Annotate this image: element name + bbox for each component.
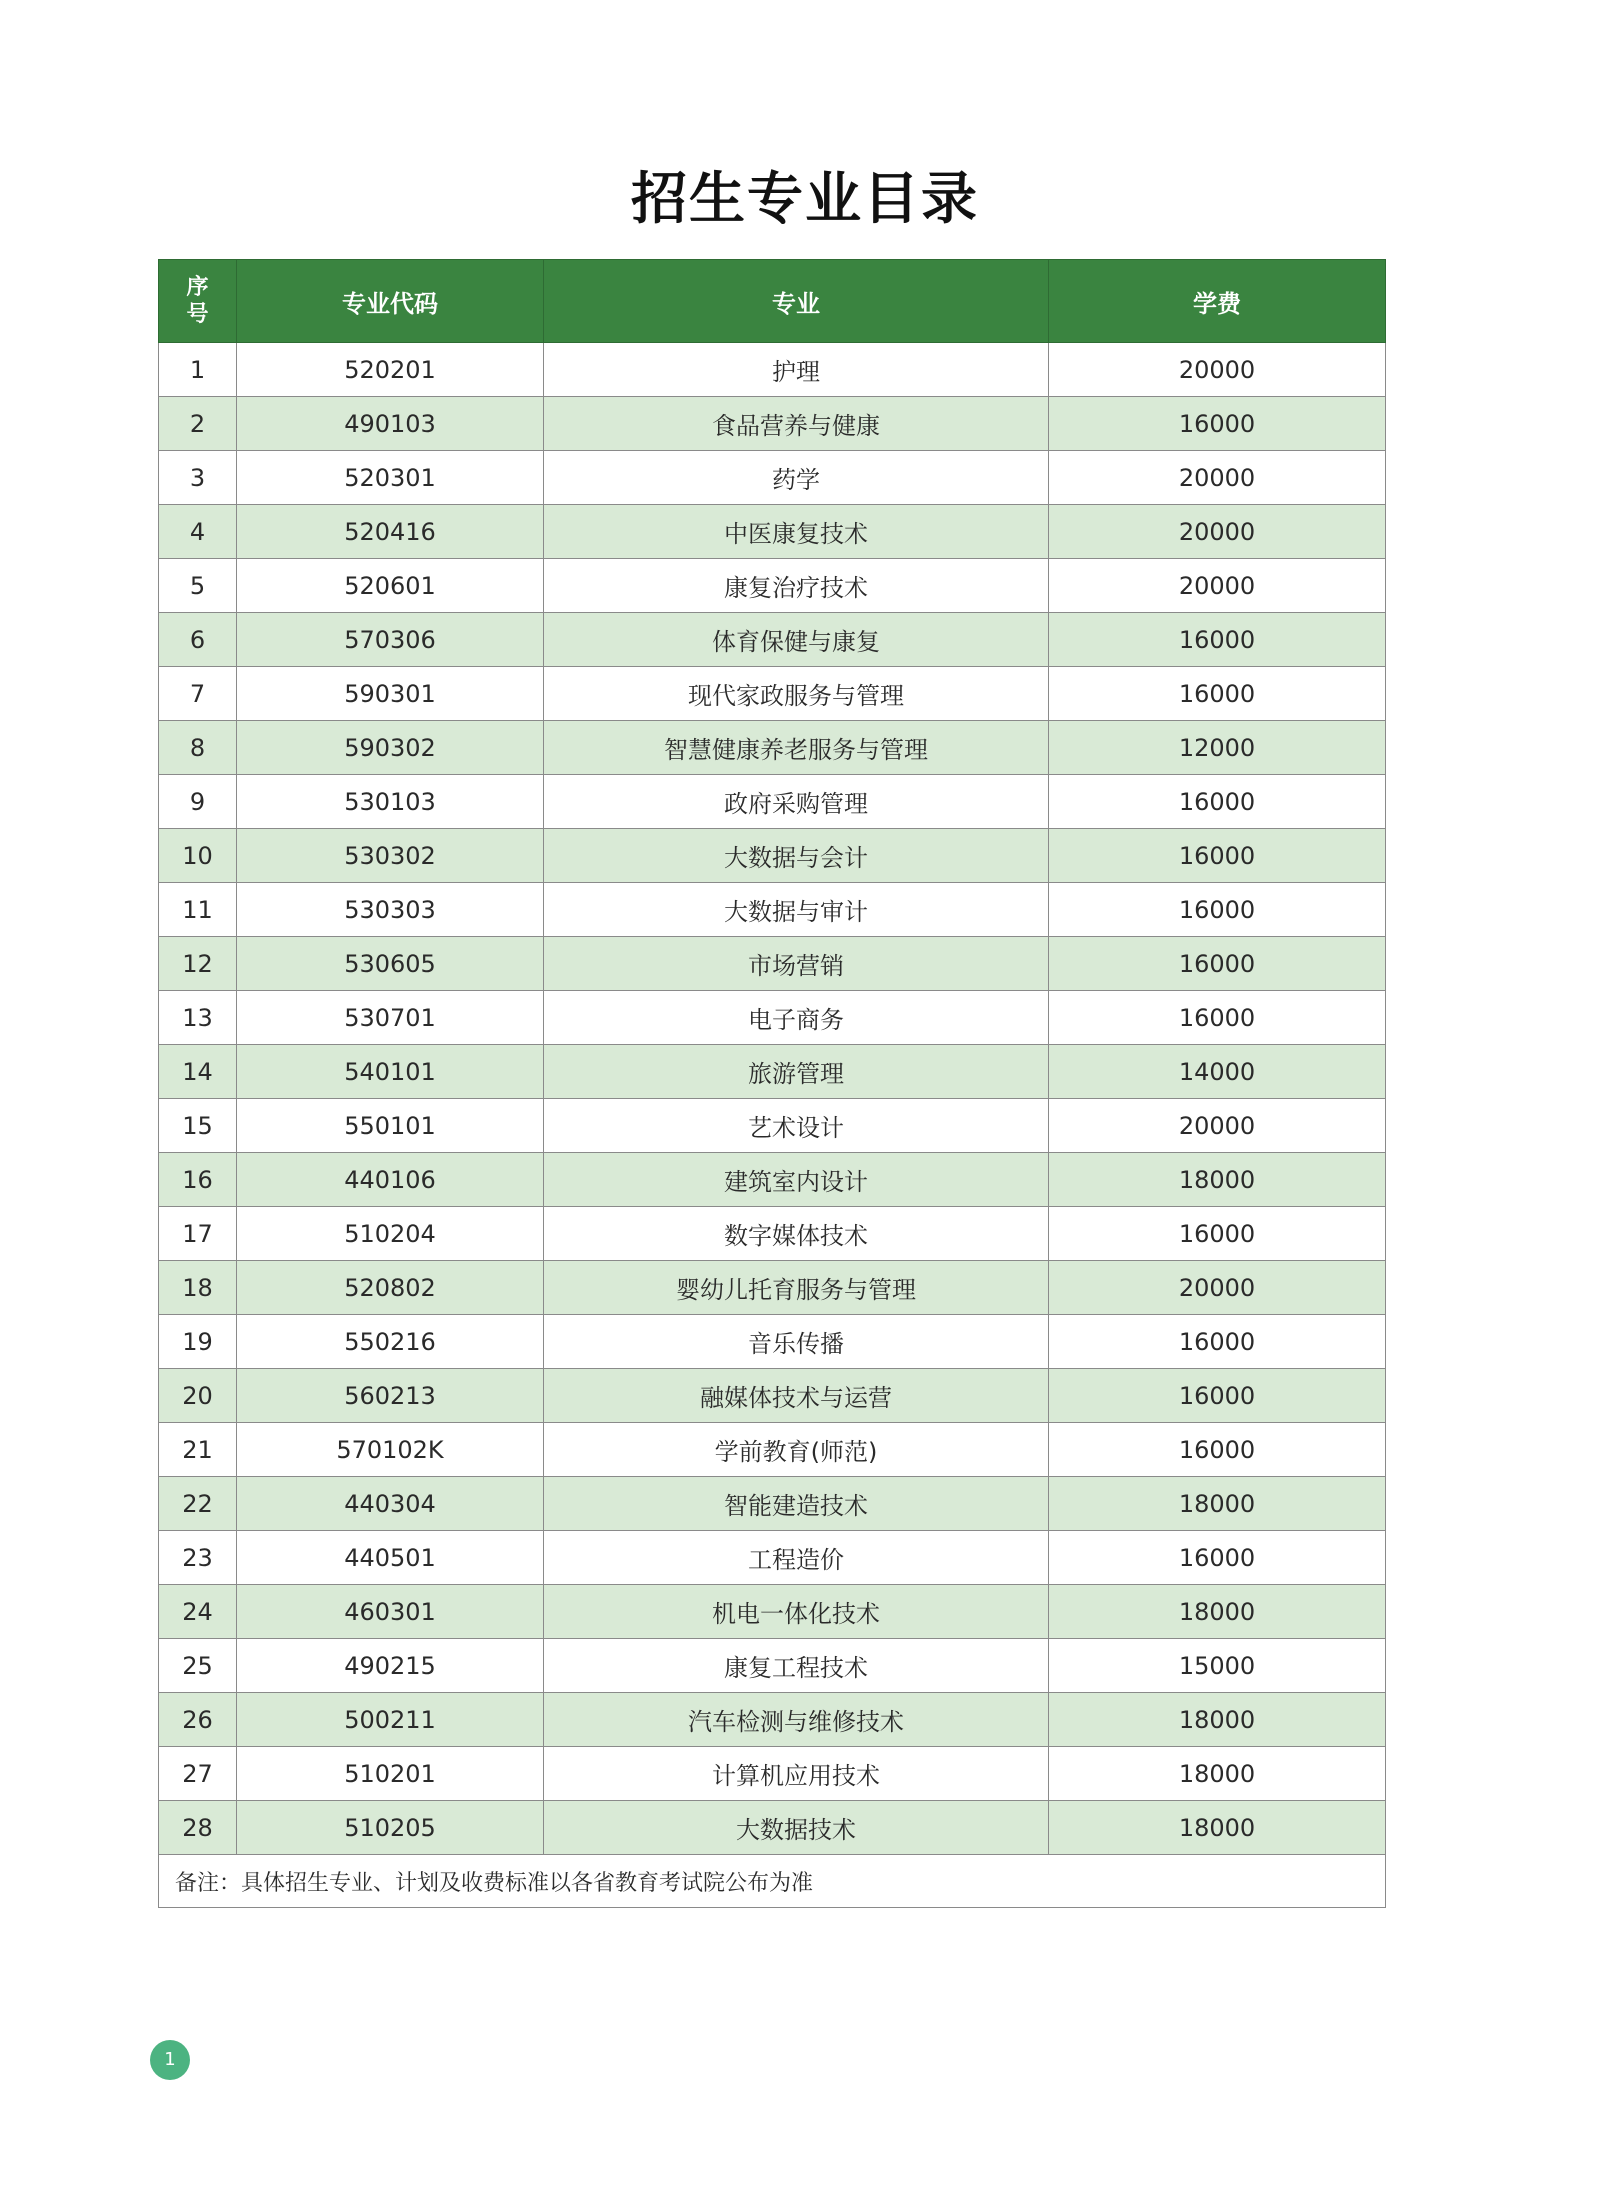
table-row (159, 613, 1386, 667)
table-row (159, 397, 1386, 451)
row-major-code: 520802 (237, 1261, 544, 1315)
row-major-name: 学前教育(师范) (544, 1423, 1049, 1477)
row-tuition: 20000 (1049, 1099, 1386, 1153)
row-serial-number: 17 (159, 1207, 237, 1261)
header-tuition: 学费 (1049, 260, 1386, 343)
row-tuition: 16000 (1049, 829, 1386, 883)
major-catalog-table (158, 259, 1386, 1908)
table-row (159, 1153, 1386, 1207)
row-serial-number: 19 (159, 1315, 237, 1369)
row-serial-number: 27 (159, 1747, 237, 1801)
table-note: 备注：具体招生专业、计划及收费标准以各省教育考试院公布为准 (159, 1855, 1386, 1908)
row-serial-number: 6 (159, 613, 237, 667)
row-tuition: 16000 (1049, 775, 1386, 829)
row-serial-number: 2 (159, 397, 237, 451)
row-serial-number: 10 (159, 829, 237, 883)
row-major-name: 中医康复技术 (544, 505, 1049, 559)
row-major-name: 护理 (544, 343, 1049, 397)
table-row (159, 829, 1386, 883)
table-row (159, 1207, 1386, 1261)
row-major-code: 590302 (237, 721, 544, 775)
row-major-code: 440304 (237, 1477, 544, 1531)
table-row (159, 721, 1386, 775)
table-row (159, 1693, 1386, 1747)
row-serial-number: 28 (159, 1801, 237, 1855)
header-major-code: 专业代码 (237, 260, 544, 343)
row-major-name: 数字媒体技术 (544, 1207, 1049, 1261)
table-row (159, 1477, 1386, 1531)
row-major-name: 建筑室内设计 (544, 1153, 1049, 1207)
row-tuition: 16000 (1049, 397, 1386, 451)
table-row (159, 505, 1386, 559)
table-row (159, 1801, 1386, 1855)
table-row (159, 937, 1386, 991)
row-major-name: 市场营销 (544, 937, 1049, 991)
row-serial-number: 4 (159, 505, 237, 559)
row-major-code: 460301 (237, 1585, 544, 1639)
row-serial-number: 15 (159, 1099, 237, 1153)
table-row (159, 1099, 1386, 1153)
header-serial-number-line1: 序 (186, 275, 209, 300)
row-serial-number: 7 (159, 667, 237, 721)
row-serial-number: 20 (159, 1369, 237, 1423)
row-serial-number: 1 (159, 343, 237, 397)
row-tuition: 16000 (1049, 667, 1386, 721)
row-major-code: 570306 (237, 613, 544, 667)
row-tuition: 16000 (1049, 991, 1386, 1045)
row-tuition: 18000 (1049, 1153, 1386, 1207)
row-major-code: 510204 (237, 1207, 544, 1261)
row-major-name: 现代家政服务与管理 (544, 667, 1049, 721)
table-body (159, 343, 1386, 1855)
row-major-name: 工程造价 (544, 1531, 1049, 1585)
row-major-name: 融媒体技术与运营 (544, 1369, 1049, 1423)
row-major-code: 530302 (237, 829, 544, 883)
row-major-name: 电子商务 (544, 991, 1049, 1045)
table-row (159, 343, 1386, 397)
row-major-name: 计算机应用技术 (544, 1747, 1049, 1801)
row-tuition: 18000 (1049, 1693, 1386, 1747)
row-tuition: 20000 (1049, 505, 1386, 559)
row-major-name: 智能建造技术 (544, 1477, 1049, 1531)
row-tuition: 20000 (1049, 1261, 1386, 1315)
row-major-code: 550216 (237, 1315, 544, 1369)
row-major-name: 音乐传播 (544, 1315, 1049, 1369)
row-major-name: 旅游管理 (544, 1045, 1049, 1099)
row-tuition: 20000 (1049, 343, 1386, 397)
row-major-code: 510205 (237, 1801, 544, 1855)
row-tuition: 16000 (1049, 1531, 1386, 1585)
row-major-code: 530701 (237, 991, 544, 1045)
header-major-name: 专业 (544, 260, 1049, 343)
row-major-code: 520301 (237, 451, 544, 505)
row-tuition: 16000 (1049, 1423, 1386, 1477)
row-tuition: 20000 (1049, 559, 1386, 613)
row-major-name: 体育保健与康复 (544, 613, 1049, 667)
table-row (159, 1423, 1386, 1477)
row-major-code: 440501 (237, 1531, 544, 1585)
row-tuition: 16000 (1049, 937, 1386, 991)
note-row (159, 1855, 1386, 1908)
page-number-badge: 1 (150, 2040, 190, 2080)
row-tuition: 16000 (1049, 1315, 1386, 1369)
row-serial-number: 9 (159, 775, 237, 829)
row-serial-number: 24 (159, 1585, 237, 1639)
page-title: 招生专业目录 (631, 167, 979, 232)
table-row (159, 883, 1386, 937)
row-major-code: 570102K (237, 1423, 544, 1477)
table-row (159, 1261, 1386, 1315)
table-row (159, 1045, 1386, 1099)
table-row (159, 991, 1386, 1045)
row-major-code: 590301 (237, 667, 544, 721)
row-serial-number: 12 (159, 937, 237, 991)
table-row (159, 1531, 1386, 1585)
row-serial-number: 18 (159, 1261, 237, 1315)
row-serial-number: 13 (159, 991, 237, 1045)
row-serial-number: 23 (159, 1531, 237, 1585)
row-major-code: 500211 (237, 1693, 544, 1747)
row-tuition: 16000 (1049, 613, 1386, 667)
table-row (159, 1747, 1386, 1801)
row-serial-number: 26 (159, 1693, 237, 1747)
row-major-name: 康复治疗技术 (544, 559, 1049, 613)
row-major-code: 530103 (237, 775, 544, 829)
row-major-name: 婴幼儿托育服务与管理 (544, 1261, 1049, 1315)
row-tuition: 18000 (1049, 1585, 1386, 1639)
row-major-code: 490215 (237, 1639, 544, 1693)
table-row (159, 559, 1386, 613)
row-tuition: 16000 (1049, 1207, 1386, 1261)
row-major-code: 560213 (237, 1369, 544, 1423)
row-major-code: 530605 (237, 937, 544, 991)
row-tuition: 16000 (1049, 1369, 1386, 1423)
table-row (159, 667, 1386, 721)
row-serial-number: 14 (159, 1045, 237, 1099)
row-major-name: 智慧健康养老服务与管理 (544, 721, 1049, 775)
row-major-code: 510201 (237, 1747, 544, 1801)
row-major-name: 艺术设计 (544, 1099, 1049, 1153)
row-tuition: 14000 (1049, 1045, 1386, 1099)
row-serial-number: 3 (159, 451, 237, 505)
row-serial-number: 25 (159, 1639, 237, 1693)
row-tuition: 18000 (1049, 1747, 1386, 1801)
row-major-code: 540101 (237, 1045, 544, 1099)
row-major-name: 大数据与审计 (544, 883, 1049, 937)
row-major-code: 520201 (237, 343, 544, 397)
row-major-code: 550101 (237, 1099, 544, 1153)
table-row (159, 775, 1386, 829)
row-major-code: 520601 (237, 559, 544, 613)
row-major-name: 食品营养与健康 (544, 397, 1049, 451)
row-major-code: 490103 (237, 397, 544, 451)
row-serial-number: 11 (159, 883, 237, 937)
row-tuition: 16000 (1049, 883, 1386, 937)
row-major-name: 大数据技术 (544, 1801, 1049, 1855)
row-tuition: 18000 (1049, 1801, 1386, 1855)
row-serial-number: 5 (159, 559, 237, 613)
row-major-name: 机电一体化技术 (544, 1585, 1049, 1639)
row-major-name: 康复工程技术 (544, 1639, 1049, 1693)
row-major-code: 440106 (237, 1153, 544, 1207)
table-row (159, 1585, 1386, 1639)
row-tuition: 20000 (1049, 451, 1386, 505)
row-major-name: 大数据与会计 (544, 829, 1049, 883)
row-tuition: 15000 (1049, 1639, 1386, 1693)
row-tuition: 12000 (1049, 721, 1386, 775)
header-serial-number-line2: 号 (186, 302, 209, 327)
row-major-name: 药学 (544, 451, 1049, 505)
row-tuition: 18000 (1049, 1477, 1386, 1531)
header-serial-number (159, 260, 237, 343)
table-row (159, 1369, 1386, 1423)
table-row (159, 1639, 1386, 1693)
row-major-code: 530303 (237, 883, 544, 937)
table-row (159, 451, 1386, 505)
row-serial-number: 22 (159, 1477, 237, 1531)
row-major-name: 汽车检测与维修技术 (544, 1693, 1049, 1747)
row-major-code: 520416 (237, 505, 544, 559)
row-serial-number: 16 (159, 1153, 237, 1207)
row-major-name: 政府采购管理 (544, 775, 1049, 829)
row-serial-number: 21 (159, 1423, 237, 1477)
table-row (159, 1315, 1386, 1369)
row-serial-number: 8 (159, 721, 237, 775)
table-header-row (159, 260, 1386, 343)
